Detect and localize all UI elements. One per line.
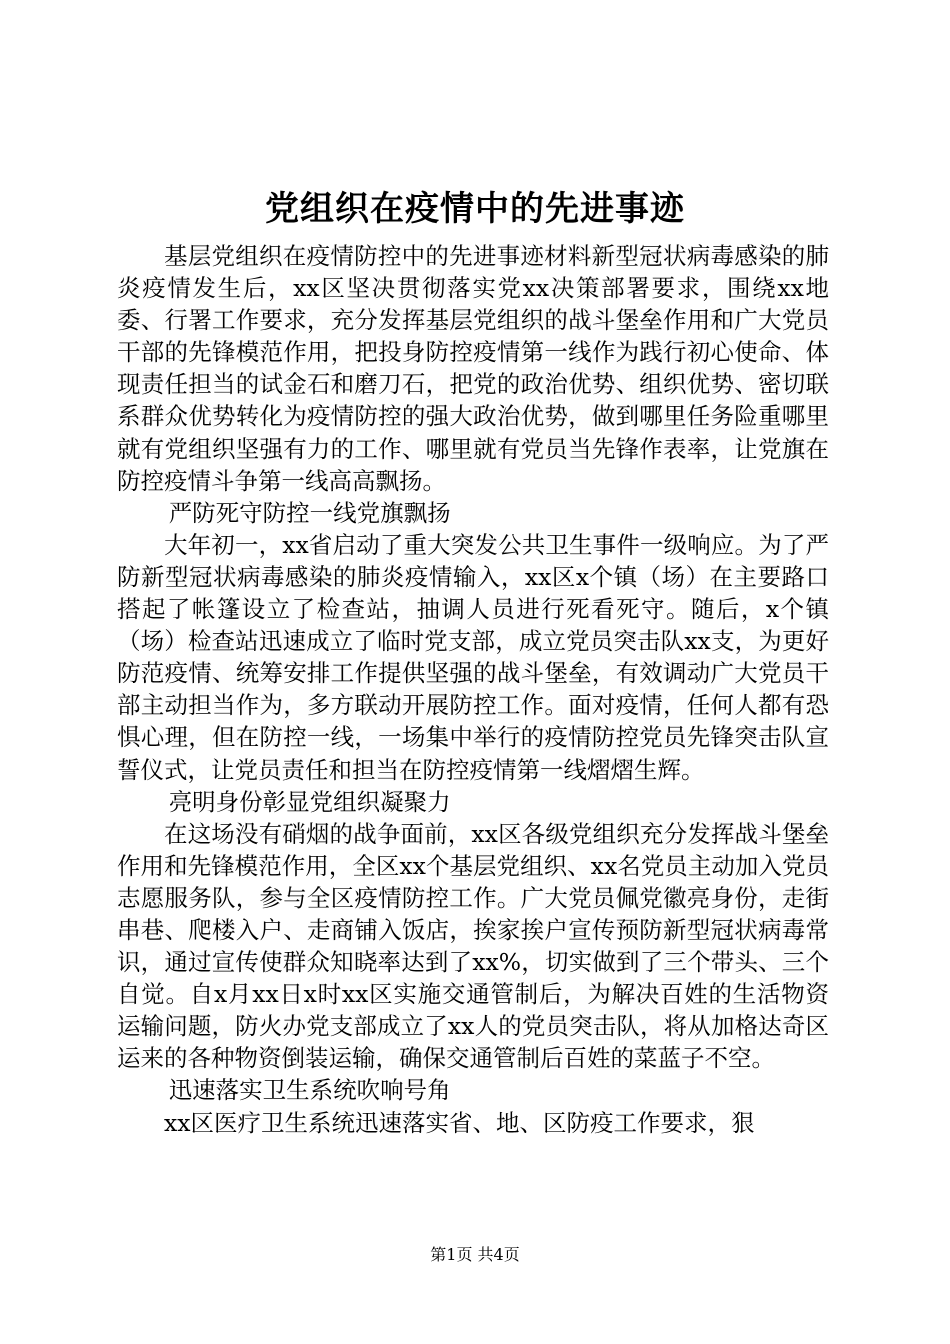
paragraph-section-1: 大年初一，xx省启动了重大突发公共卫生事件一级响应。为了严防新型冠状病毒感染的肺炎疫情输入，xx区x个镇（场）在主要路口搭起了帐篷设立了检查站，抽调人员进行死看死守。随后，x个镇（场）检查站迅速成立了临时党支部，成立党员突击队xx支，为更好防范疫情、统筹安排工作提供坚强的战斗堡垒，有效调动广大党员干部主动担当作为，多方联动开展防控工作。面对疫情，任何人都有恐惧心理，但在防控一线，一场集中举行的疫情防控党员先锋突击队宣誓仪式，让党员责任和担当在防控疫情第一线熠熠生辉。 xyxy=(117,530,829,784)
section-heading-2: 亮明身份彰显党组织凝聚力 xyxy=(168,787,451,816)
paragraph-section-2: 在这场没有硝烟的战争面前，xx区各级党组织充分发挥战斗堡垒作用和先锋模范作用，全区xx个基层党组织、xx名党员主动加入党员志愿服务队，参与全区疫情防控工作。广大党员佩党徽亮身份，走街串巷、爬楼入户、走商铺入饭店，挨家挨户宣传预防新型冠状病毒常识，通过宣传使群众知晓率达到了xx%，切实做到了三个带头、三个自觉。自x月xx日x时xx区实施交通管制后，为解决百姓的生活物资运输问题，防火办党支部成立了xx人的党员突击队，将从加格达奇区运来的各种物资倒装运输，确保交通管制后百姓的菜蓝子不空。 xyxy=(117,819,829,1073)
page-footer: 第1页 共4页 xyxy=(430,1245,520,1264)
section-heading-3: 迅速落实卫生系统吹响号角 xyxy=(168,1076,451,1105)
document-body xyxy=(117,240,829,1139)
document-title: 党组织在疫情中的先进事迹 xyxy=(265,189,685,229)
paragraph-intro: 基层党组织在疫情防控中的先进事迹材料新型冠状病毒感染的肺炎疫情发生后，xx区坚决贯彻落实党xx决策部署要求，围绕xx地委、行署工作要求，充分发挥基层党组织的战斗堡垒作用和广大党员干部的先锋模范作用，把投身防控疫情第一线作为践行初心使命、体现责任担当的试金石和磨刀石，把党的政治优势、组织优势、密切联系群众优势转化为疫情防控的强大政治优势，做到哪里任务险重哪里就有党组织坚强有力的工作、哪里就有党员当先锋作表率，让党旗在防控疫情斗争第一线高高飘扬。 xyxy=(117,242,829,495)
paragraph-section-3: xx区医疗卫生系统迅速落实省、地、区防疫工作要求，狠 xyxy=(164,1108,755,1137)
section-heading-1: 严防死守防控一线党旗飘扬 xyxy=(168,498,451,527)
